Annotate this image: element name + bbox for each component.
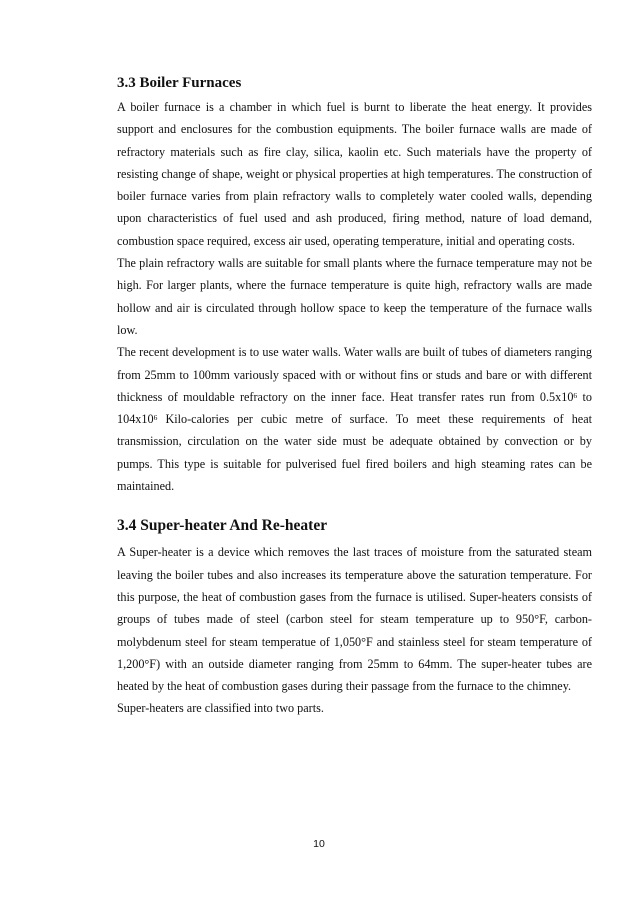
paragraph-water-walls [117, 341, 592, 497]
page-number: 10 [313, 838, 325, 850]
water-walls-text-a: The recent development is to use water walls. Water walls are built of tubes of diameters ranging from 25mm to 100mm variously spaced with or without fins or studs and bare or with different thickness of mouldable refractory on the inner face. Heat transfer rates run from 0.5x10 [117, 345, 592, 404]
section-heading-3-3: 3.3 Boiler Furnaces [117, 75, 242, 91]
page-content [117, 62, 592, 720]
paragraph-super-heater-classification: Super-heaters are classified into two parts. [117, 701, 324, 716]
superscript-exponent: 6 [153, 413, 158, 423]
paragraph-super-heater-intro: A Super-heater is a device which removes the last traces of moisture from the saturated steam leaving the boiler tubes and also increases its temperature above the saturation temperature. For this purpose, the heat of combustion gases from the furnace is utilised. Super-heaters consists of groups of tubes made of steel (carbon steel for steam temperature up to 950°F, carbon-molybdenum steel for steam temperatue of 1,050°F and stainless steel for steam temperature of 1,200°F) with an outside diameter ranging from 25mm to 64mm. The super-heater tubes are heated by the heat of combustion gases during their passage from the furnace to the chimney. [117, 545, 592, 694]
paragraph-plain-refractory-walls: The plain refractory walls are suitable for small plants where the furnace temperature may not be high. For larger plants, where the furnace temperature is quite high, refractory walls are made hollow and air is circulated through hollow space to keep the temperature of the furnace walls low. [117, 256, 592, 337]
water-walls-text-b: to 104x10 [117, 389, 592, 427]
section-heading-3-4: 3.4 Super-heater And Re-heater [117, 517, 328, 535]
paragraph-boiler-furnace-intro: A boiler furnace is a chamber in which fuel is burnt to liberate the heat energy. It provides support and enclosures for the combustion equipments. The boiler furnace walls are made of refractory materials such as fire clay, silica, kaolin etc. Such materials have the property of resisting change of shape, weight or physical properties at high temperatures. The construction of boiler furnace varies from plain refractory walls to completely water cooled walls, depending upon characteristics of fuel used and ash produced, firing method, nature of load demand, combustion space required, excess air used, operating temperature, initial and operating costs. [117, 100, 592, 248]
superscript-exponent: 6 [573, 390, 578, 400]
water-walls-text-c: Kilo-calories per cubic metre of surface. To meet these requirements of heat transmission, circulation on the water side must be adequate obtained by convection or by pumps. This type is suitable for pulverised fuel fired boilers and high steaming rates can be maintained. [117, 412, 592, 494]
